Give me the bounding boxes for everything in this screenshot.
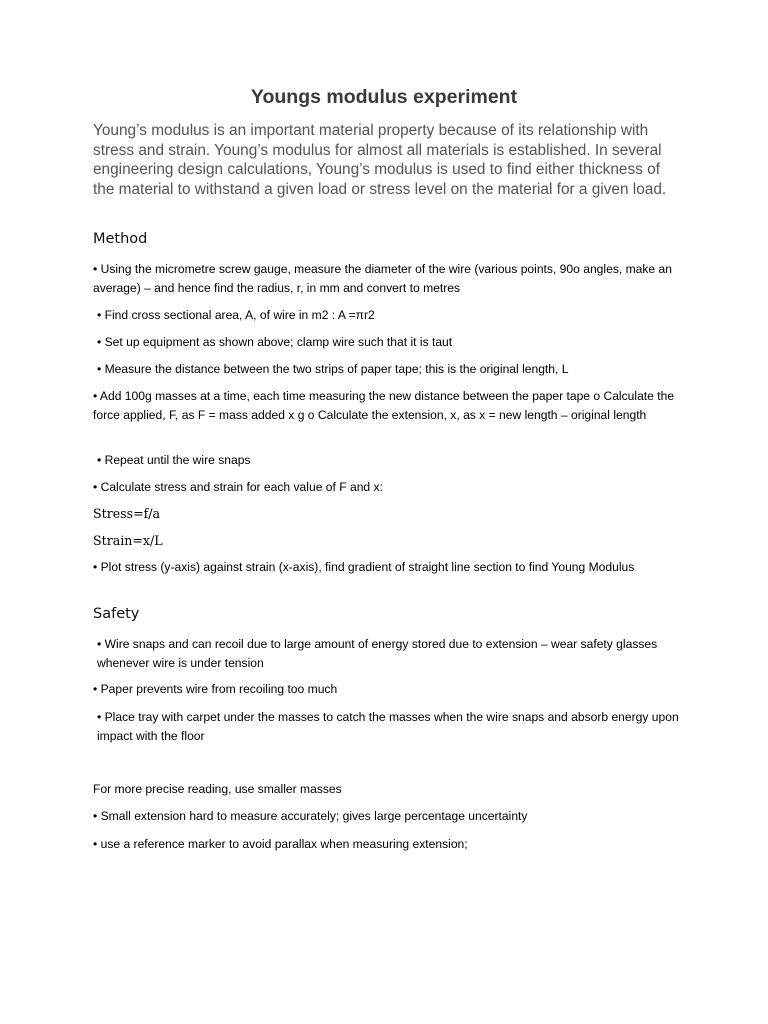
intro-paragraph: Young’s modulus is an important material property because of its relationship with stress and strain. Young’s modulus for almost all materials is established. In several engineering design calculations, Young’s modulus is used to find either thickness of the material to withstand a given load or stress level on the material for a given load.	[93, 122, 667, 198]
method-item-micrometre: • Using the micrometre screw gauge, measure the diameter of the wire (various points, 90o angles, make an average) – and hence find the radius, r, in mm and convert to metres	[93, 262, 672, 295]
method-item-setup: • Set up equipment as shown above; clamp wire such that it is taut	[97, 335, 453, 349]
precision-item-small-extension: • Small extension hard to measure accurately; gives large percentage uncertainty	[93, 809, 528, 823]
method-item-add-masses: • Add 100g masses at a time, each time measuring the new distance between the paper tape o Calculate the force applied, F, as F = mass added x g o Calculate the extension, x, as x = new length – original length	[93, 389, 675, 422]
method-item-repeat: • Repeat until the wire snaps	[97, 453, 251, 467]
formula-stress: Stress=f/a	[93, 506, 161, 521]
safety-heading: Safety	[93, 606, 140, 622]
precision-item-reference-marker: • use a reference marker to avoid parallax when measuring extension;	[93, 837, 468, 851]
method-item-calculate: • Calculate stress and strain for each value of F and x:	[93, 480, 383, 494]
precision-lead: For more precise reading, use smaller masses	[93, 782, 342, 796]
method-item-plot: • Plot stress (y-axis) against strain (x-axis), find gradient of straight line section to find Young Modulus	[93, 560, 635, 574]
safety-item-recoil: • Wire snaps and can recoil due to large amount of energy stored due to extension – wear safety glasses whenever wire is under tension	[97, 637, 658, 670]
method-heading: Method	[93, 231, 148, 247]
formula-strain: Strain=x/L	[93, 533, 163, 548]
document-title: Youngs modulus experiment	[250, 86, 518, 108]
safety-item-tray: • Place tray with carpet under the masses to catch the masses when the wire snaps and absorb energy upon impact with the floor	[97, 710, 679, 743]
safety-item-paper: • Paper prevents wire from recoiling too much	[93, 682, 338, 696]
method-item-measure-distance: • Measure the distance between the two strips of paper tape; this is the original length, L	[97, 362, 569, 376]
method-item-cross-section: • Find cross sectional area, A, of wire in m2 : A =πr2	[97, 308, 375, 322]
